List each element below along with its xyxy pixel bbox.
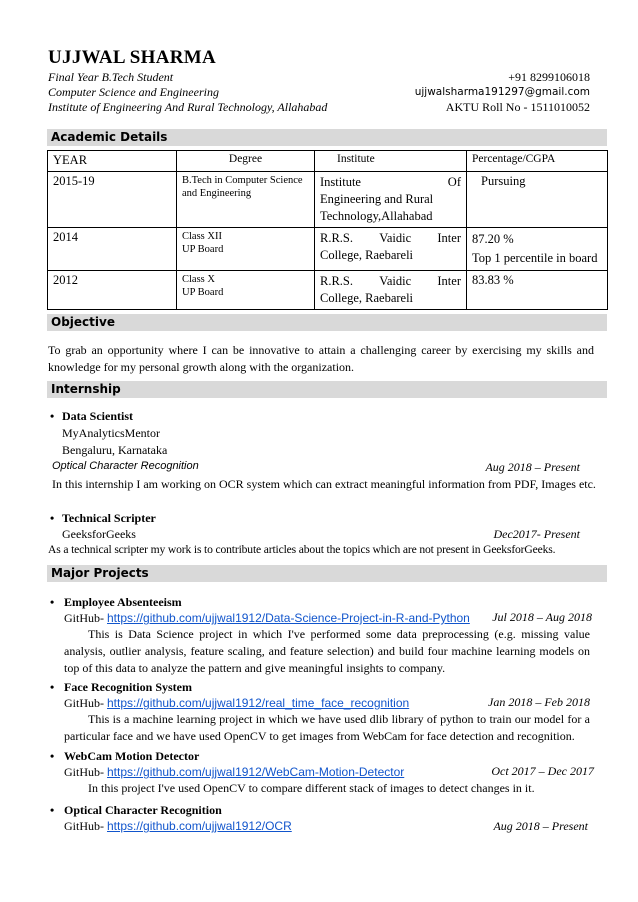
table-row: [48, 228, 608, 271]
cell-degree: B.Tech in Computer Science and Engineering: [177, 172, 315, 228]
list-item-bullet: •: [50, 511, 55, 525]
objective-text: To grab an opportunity where I can be innovative to attain a challenging career by exercising my skills and knowledge for my personal growth along with the organization.: [48, 343, 594, 374]
section-title: Internship: [51, 382, 121, 396]
project-dates: Aug 2018 – Present: [493, 819, 588, 833]
project-github: GitHub- https://github.com/ujjwal1912/Data-Science-Project-in-R-and-Python: [64, 611, 470, 625]
section-objective: [47, 314, 607, 331]
project-link[interactable]: https://github.com/ujjwal1912/Data-Science-Project-in-R-and-Python: [107, 611, 470, 625]
project-name: Optical Character Recognition: [64, 803, 222, 817]
section-internship: [47, 381, 607, 398]
project-dates: Oct 2017 – Dec 2017: [491, 764, 594, 778]
project-github: GitHub- https://github.com/ujjwal1912/OCR: [64, 819, 292, 833]
cell-degree: Class X UP Board: [177, 271, 315, 310]
project-desc: This is a machine learning project in which we have used dlib library of python to train our model for a particular face and we have used OpenCV to get images from WebCam for face detection and recognition.: [64, 712, 590, 743]
col-header: Percentage/CGPA: [467, 151, 608, 172]
cell-year: 2015-19: [48, 172, 177, 228]
internship-company: GeeksforGeeks: [62, 527, 136, 541]
list-item-bullet: •: [50, 680, 55, 694]
cell-year: 2012: [48, 271, 177, 310]
header-department: Computer Science and Engineering: [48, 85, 219, 99]
project-dates: Jan 2018 – Feb 2018: [488, 695, 590, 709]
project-github: GitHub- https://github.com/ujjwal1912/real_time_face_recognition: [64, 696, 410, 710]
project-link[interactable]: https://github.com/ujjwal1912/WebCam-Motion-Detector: [107, 765, 405, 779]
project-link[interactable]: https://github.com/ujjwal1912/OCR: [107, 819, 292, 833]
project-desc: In this project I've used OpenCV to compare different stack of images to detect changes in it.: [88, 781, 535, 795]
section-projects: [47, 565, 607, 582]
internship-location: Bengaluru, Karnataka: [62, 443, 168, 457]
cell-institute: R.R.S. Vaidic Inter College, Raebareli: [315, 271, 467, 310]
project-name: Employee Absenteeism: [64, 595, 182, 609]
col-header: Degree: [177, 151, 315, 172]
internship-role: Technical Scripter: [62, 511, 156, 525]
table-header-row: [48, 151, 608, 172]
project-github: GitHub- https://github.com/ujjwal1912/WebCam-Motion-Detector: [64, 765, 405, 779]
internship-desc: In this internship I am working on OCR system which can extract meaningful information from PDF, Images etc.: [52, 477, 596, 491]
cell-institute: R.R.S. Vaidic Inter College, Raebareli: [315, 228, 467, 271]
cell-score: Pursuing: [467, 172, 608, 228]
project-name: WebCam Motion Detector: [64, 749, 200, 763]
section-title: Major Projects: [51, 566, 149, 580]
col-header: YEAR: [48, 151, 177, 172]
section-title: Academic Details: [51, 130, 168, 144]
header-institute: Institute of Engineering And Rural Technology, Allahabad: [48, 100, 328, 114]
internship-company: MyAnalyticsMentor: [62, 426, 160, 440]
header-status: Final Year B.Tech Student: [48, 70, 174, 84]
cell-degree: Class XII UP Board: [177, 228, 315, 271]
section-title: Objective: [51, 315, 115, 329]
project-name: Face Recognition System: [64, 680, 192, 694]
table-row: [48, 172, 608, 228]
list-item-bullet: •: [50, 409, 55, 423]
section-academic: [47, 129, 607, 146]
cell-score: 83.83 %: [467, 271, 608, 310]
internship-dates: Aug 2018 – Present: [485, 460, 580, 474]
col-header: Institute: [315, 151, 467, 172]
header-email[interactable]: ujjwalsharma191297@gmail.com: [414, 86, 590, 98]
candidate-name: UJJWAL SHARMA: [48, 47, 217, 68]
project-link[interactable]: https://github.com/ujjwal1912/real_time_face_recognition: [107, 696, 410, 710]
cell-institute: Institute Of Engineering and Rural Technology,Allahabad: [315, 172, 467, 228]
list-item-bullet: •: [50, 595, 55, 609]
academic-table: [47, 150, 608, 310]
internship-role: Data Scientist: [62, 409, 133, 423]
internship-project: Optical Character Recognition: [52, 460, 199, 472]
header-roll: AKTU Roll No - 1511010052: [445, 100, 590, 114]
list-item-bullet: •: [50, 749, 55, 763]
header-phone: +91 8299106018: [508, 70, 590, 84]
table-row: [48, 271, 608, 310]
cell-year: 2014: [48, 228, 177, 271]
list-item-bullet: •: [50, 803, 55, 817]
internship-dates: Dec2017- Present: [493, 527, 580, 541]
internship-desc: As a technical scripter my work is to contribute articles about the topics which are not present in GeeksforGeeks.: [48, 543, 556, 556]
project-dates: Jul 2018 – Aug 2018: [492, 610, 592, 624]
project-desc: This is Data Science project in which I've performed some data preprocessing (e.g. missing value analysis, outlier analysis, feature scaling, and feature selection) and build four machine learning models on top of this data to analyze the pattern and give meaningful insights to company.: [64, 627, 590, 675]
cell-score: 87.20 % Top 1 percentile in board: [467, 228, 608, 271]
